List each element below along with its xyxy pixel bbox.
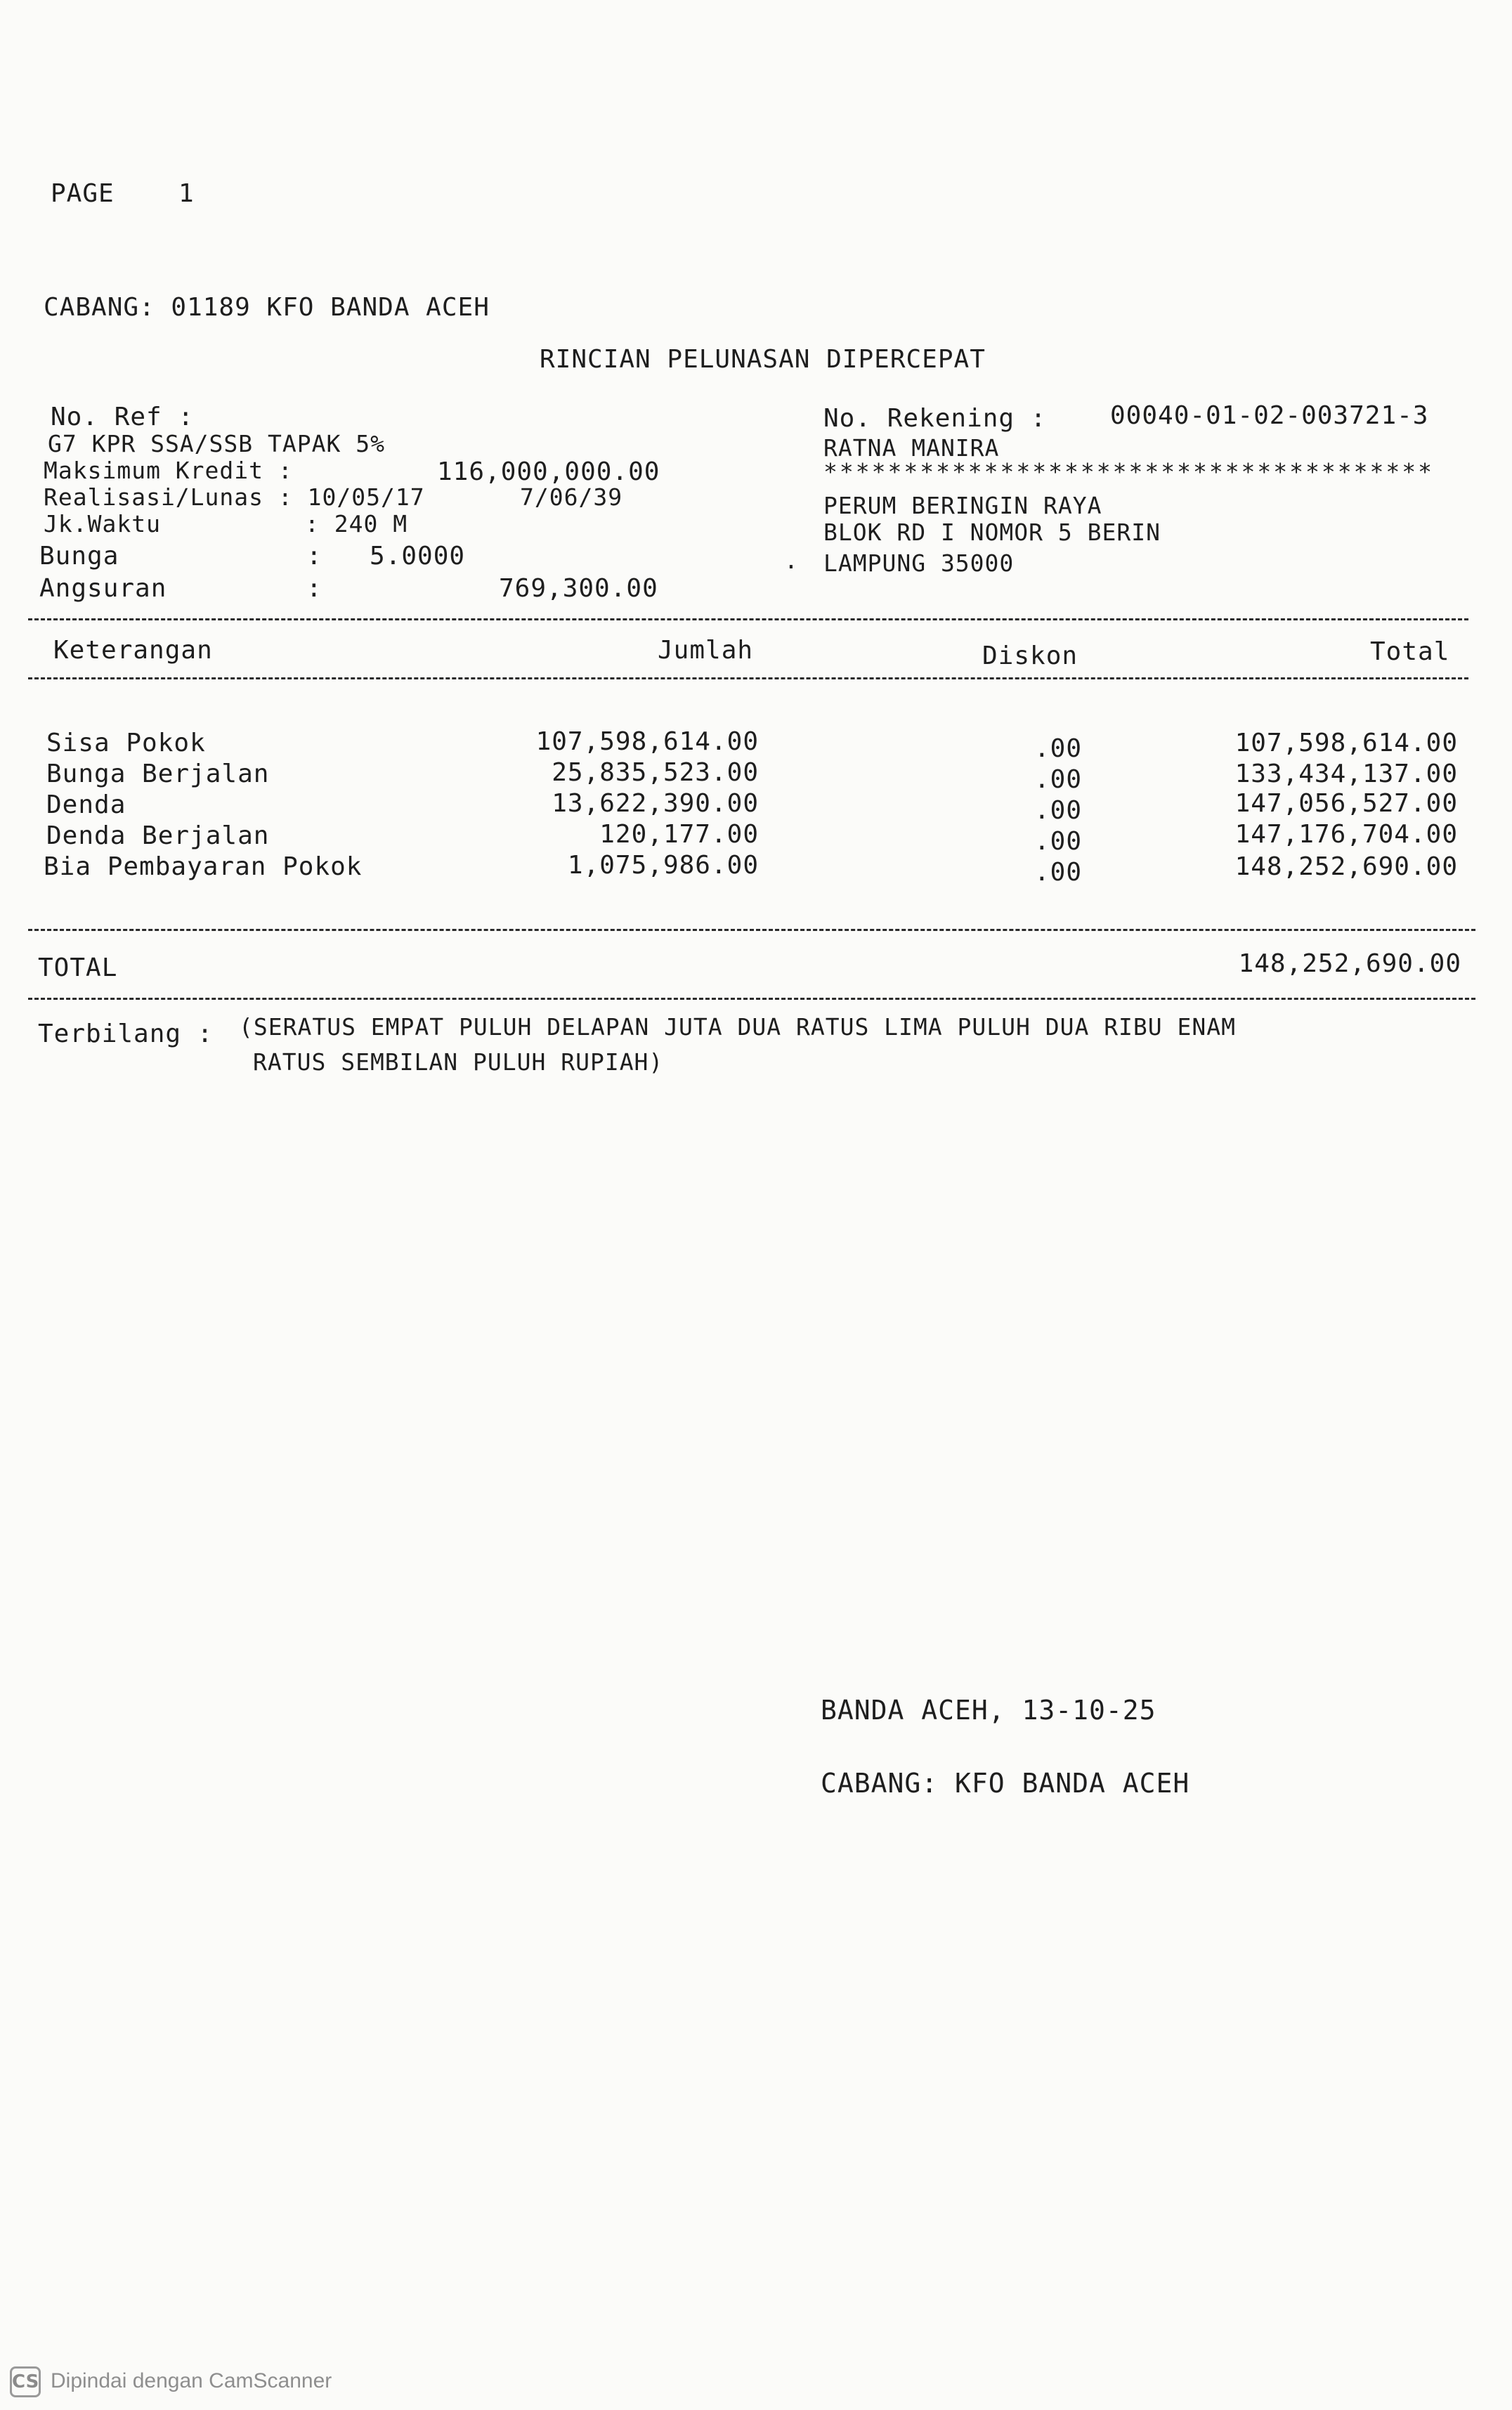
row-diskon: .00: [1034, 734, 1082, 763]
rekening-value: 00040-01-02-003721-3: [1110, 401, 1429, 430]
row-keterangan: Bunga Berjalan: [46, 760, 270, 788]
row-jumlah: 120,177.00: [599, 820, 759, 849]
camscanner-text: Dipindai dengan CamScanner: [51, 2369, 332, 2392]
terbilang-label: Terbilang :: [38, 1020, 214, 1048]
maks-kredit-value: 116,000,000.00: [437, 457, 660, 486]
realisasi-label: Realisasi/Lunas : 10/05/17: [44, 483, 425, 511]
address-line-1: PERUM BERINGIN RAYA: [823, 492, 1102, 519]
row-total: 107,598,614.00: [1234, 729, 1458, 757]
address-bullet: .: [784, 547, 799, 574]
header-jumlah: Jumlah: [658, 636, 754, 665]
row-jumlah: 1,075,986.00: [567, 851, 759, 880]
page-label: PAGE: [51, 179, 115, 208]
terbilang-line-2: RATUS SEMBILAN PULUH RUPIAH): [253, 1048, 664, 1076]
row-total: 133,434,137.00: [1234, 760, 1458, 788]
row-jumlah: 25,835,523.00: [552, 758, 759, 787]
divider: [28, 929, 1475, 931]
divider: [28, 618, 1468, 620]
divider: [28, 998, 1475, 1000]
jk-waktu-label: Jk.Waktu: [44, 510, 161, 538]
realisasi-end: 7/06/39: [520, 483, 623, 511]
row-keterangan: Sisa Pokok: [46, 729, 206, 757]
bunga-label: Bunga: [39, 542, 119, 571]
no-ref-label: No. Ref :: [51, 403, 195, 431]
row-diskon: .00: [1034, 827, 1082, 856]
rekening-label: No. Rekening :: [823, 404, 1047, 433]
total-value: 148,252,690.00: [1238, 949, 1461, 978]
divider: [28, 677, 1468, 679]
bunga-colon: :: [306, 542, 322, 571]
bunga-value: 5.0000: [370, 542, 466, 571]
angsuran-value: 769,300.00: [499, 574, 658, 603]
page-number: 1: [178, 179, 195, 208]
product-code: G7 KPR SSA/SSB TAPAK 5%: [48, 430, 385, 457]
row-diskon: .00: [1034, 858, 1082, 887]
row-keterangan: Denda Berjalan: [46, 821, 270, 850]
row-jumlah: 107,598,614.00: [535, 727, 759, 756]
header-diskon: Diskon: [982, 641, 1078, 670]
terbilang-line-1: (SERATUS EMPAT PULUH DELAPAN JUTA DUA RATUS LIMA PULUH DUA RIBU ENAM: [239, 1013, 1237, 1041]
row-keterangan: Bia Pembayaran Pokok: [44, 852, 363, 881]
branch-header: CABANG: 01189 KFO BANDA ACEH: [44, 293, 490, 322]
row-keterangan: Denda: [46, 790, 126, 819]
customer-name: RATNA MANIRA: [823, 434, 1000, 462]
document-title: RINCIAN PELUNASAN DIPERCEPAT: [540, 345, 986, 374]
header-keterangan: Keterangan: [53, 636, 213, 665]
row-total: 148,252,690.00: [1234, 852, 1458, 881]
address-line-3: LAMPUNG 35000: [823, 549, 1015, 577]
maks-kredit-label: Maksimum Kredit :: [44, 457, 293, 484]
jk-waktu-value: : 240 M: [305, 510, 408, 538]
row-diskon: .00: [1034, 765, 1082, 794]
angsuran-label: Angsuran: [39, 574, 167, 603]
signature-branch: CABANG: KFO BANDA ACEH: [821, 1768, 1190, 1799]
camscanner-logo: CS: [10, 2366, 41, 2397]
total-label: TOTAL: [38, 953, 118, 982]
address-line-2: BLOK RD I NOMOR 5 BERIN: [823, 519, 1161, 546]
row-jumlah: 13,622,390.00: [552, 789, 759, 818]
row-total: 147,176,704.00: [1234, 820, 1458, 849]
place-date: BANDA ACEH, 13-10-25: [821, 1695, 1156, 1726]
header-total: Total: [1370, 637, 1450, 666]
row-total: 147,056,527.00: [1234, 789, 1458, 818]
masked-field: **************************************: [823, 458, 1434, 486]
angsuran-colon: :: [306, 574, 322, 603]
row-diskon: .00: [1034, 796, 1082, 825]
